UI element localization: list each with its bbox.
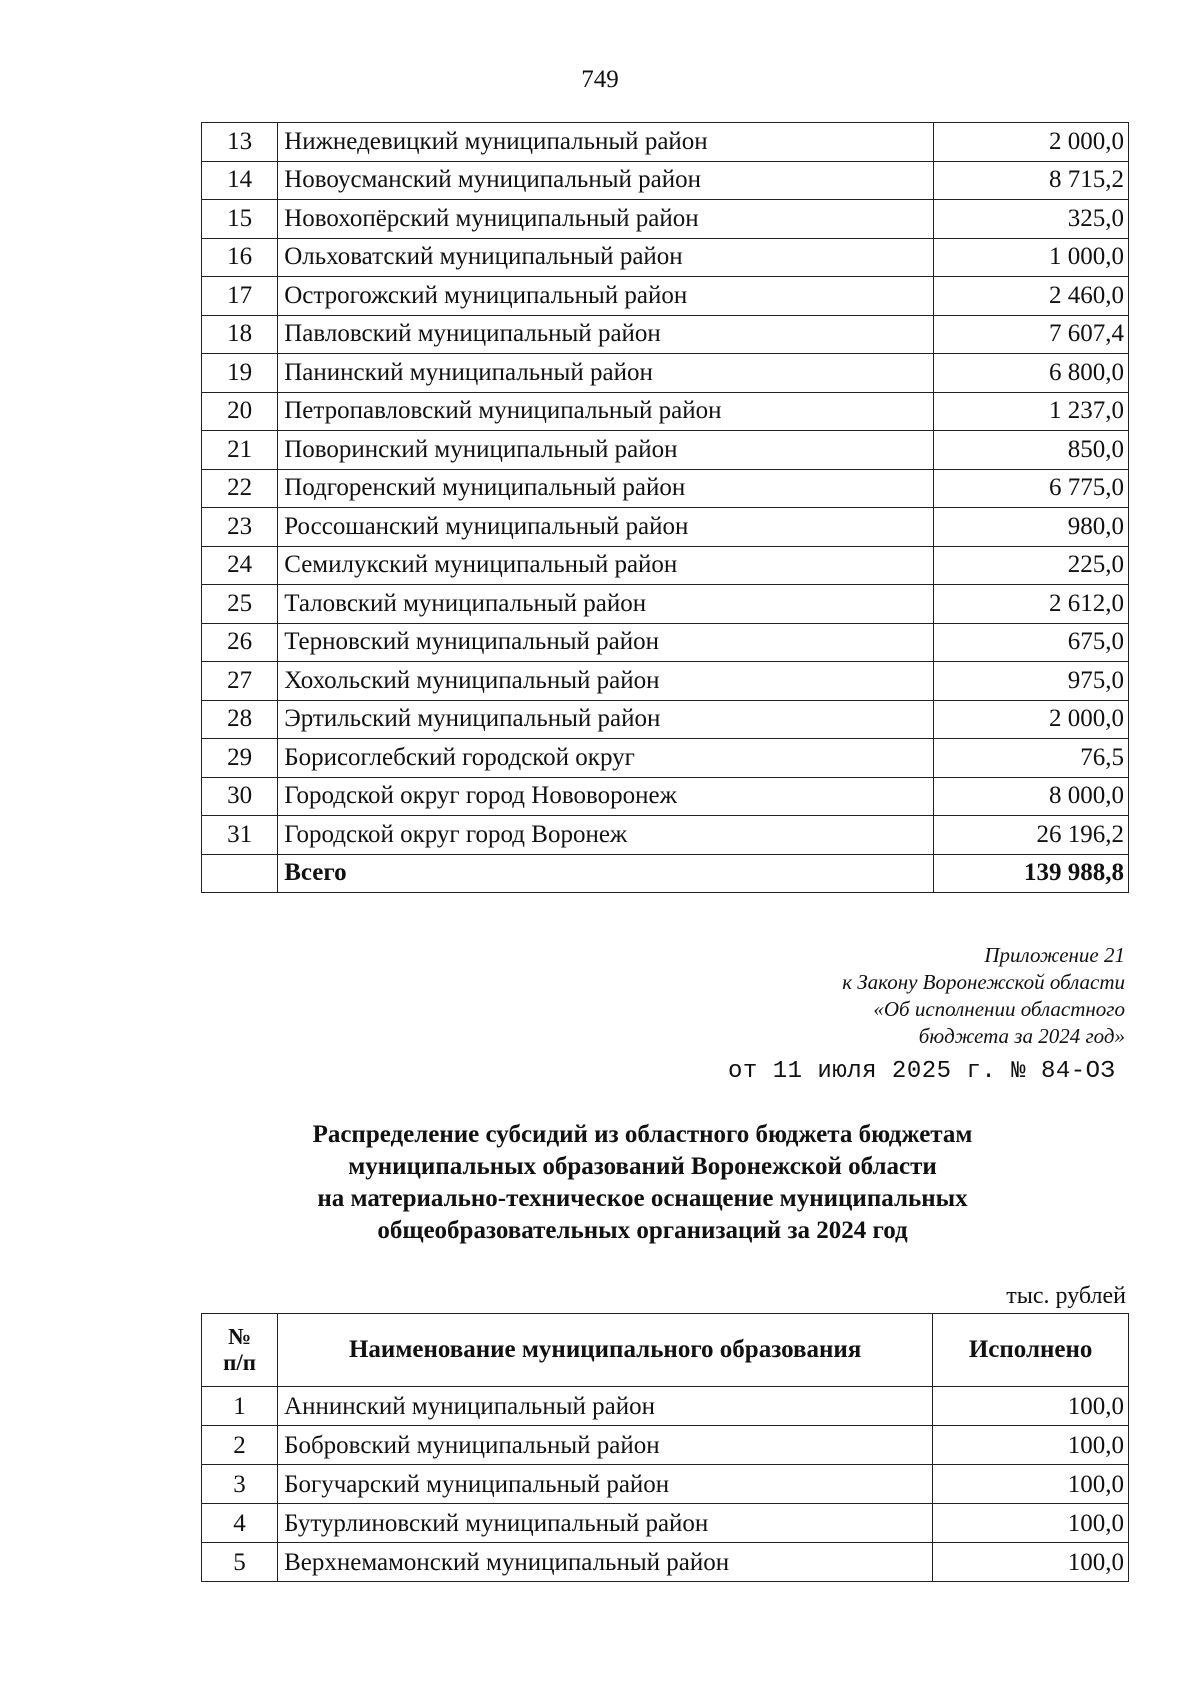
table-row	[202, 315, 1129, 354]
amount-value: 76,5	[934, 739, 1129, 778]
municipality-name: Верхнемамонский муниципальный район	[278, 1543, 933, 1582]
municipality-name: Богучарский муниципальный район	[278, 1465, 933, 1504]
municipality-name: Семилукский муниципальный район	[278, 546, 934, 585]
municipality-name: Городской округ город Нововоронеж	[278, 777, 934, 816]
row-number: 16	[202, 238, 278, 277]
appendix-line: «Об исполнении областного	[873, 997, 1125, 1021]
table-row	[202, 469, 1129, 508]
amount-value: 675,0	[934, 623, 1129, 662]
amount-value: 2 460,0	[934, 277, 1129, 316]
table-row	[202, 1543, 1129, 1582]
table-row	[202, 623, 1129, 662]
row-number: 5	[202, 1543, 278, 1582]
row-number: 3	[202, 1465, 278, 1504]
header-num-symbol: №	[227, 1324, 252, 1349]
document-title	[240, 1119, 1045, 1247]
appendix-date: от 11 июля 2025 г. № 84-ОЗ	[728, 1058, 1116, 1085]
row-number: 27	[202, 662, 278, 701]
table-row	[202, 1465, 1129, 1504]
municipality-name: Павловский муниципальный район	[278, 315, 934, 354]
row-number: 14	[202, 161, 278, 200]
municipality-name: Нижнедевицкий муниципальный район	[278, 123, 934, 162]
amount-value: 850,0	[934, 431, 1129, 470]
appendix-line: к Закону Воронежской области	[842, 970, 1125, 994]
row-number: 15	[202, 200, 278, 239]
amount-value: 2 000,0	[934, 123, 1129, 162]
table1-body	[202, 123, 1129, 893]
row-number: 18	[202, 315, 278, 354]
amount-value: 26 196,2	[934, 816, 1129, 855]
municipality-name: Бутурлиновский муниципальный район	[278, 1504, 933, 1543]
row-number: 29	[202, 739, 278, 778]
municipality-name: Новохопёрский муниципальный район	[278, 200, 934, 239]
total-row	[202, 854, 1129, 893]
table-row	[202, 1387, 1129, 1426]
amount-value: 1 237,0	[934, 392, 1129, 431]
table-row	[202, 739, 1129, 778]
municipality-name: Поворинский муниципальный район	[278, 431, 934, 470]
amount-value: 2 000,0	[934, 700, 1129, 739]
header-value-cell: Исполнено	[933, 1314, 1129, 1387]
municipality-name: Острогожский муниципальный район	[278, 277, 934, 316]
total-value: 139 988,8	[934, 854, 1129, 893]
page-number: 749	[581, 66, 619, 93]
amount-value: 325,0	[934, 200, 1129, 239]
amount-value: 100,0	[933, 1543, 1129, 1582]
municipality-name: Новоусманский муниципальный район	[278, 161, 934, 200]
row-number: 2	[202, 1426, 278, 1465]
table-row	[202, 700, 1129, 739]
municipality-name: Борисоглебский городской округ	[278, 739, 934, 778]
appendix-line: Приложение 21	[984, 943, 1125, 967]
amount-value: 100,0	[933, 1504, 1129, 1543]
table-row	[202, 1426, 1129, 1465]
header-num-abbrev: п/п	[223, 1350, 256, 1375]
municipality-name: Таловский муниципальный район	[278, 585, 934, 624]
table-row	[202, 1504, 1129, 1543]
municipality-name: Россошанский муниципальный район	[278, 508, 934, 547]
table-row	[202, 816, 1129, 855]
appendix-line: бюджета за 2024 год»	[918, 1024, 1125, 1048]
row-number: 17	[202, 277, 278, 316]
table-header-row	[202, 1314, 1129, 1387]
table-row	[202, 546, 1129, 585]
row-number: 26	[202, 623, 278, 662]
subsidy-table-continued	[201, 122, 1129, 893]
amount-value: 100,0	[933, 1426, 1129, 1465]
title-line: общеобразовательных организаций за 2024 год	[377, 1217, 908, 1244]
municipality-name: Хохольский муниципальный район	[278, 662, 934, 701]
title-line: Распределение субсидий из областного бюджета бюджетам	[312, 1121, 973, 1148]
row-number: 19	[202, 354, 278, 393]
header-name-cell: Наименование муниципального образования	[278, 1314, 933, 1387]
amount-value: 100,0	[933, 1387, 1129, 1426]
table-row	[202, 777, 1129, 816]
table-row	[202, 161, 1129, 200]
amount-value: 2 612,0	[934, 585, 1129, 624]
amount-value: 7 607,4	[934, 315, 1129, 354]
table-row	[202, 123, 1129, 162]
amount-value: 6 775,0	[934, 469, 1129, 508]
table-row	[202, 354, 1129, 393]
row-number: 4	[202, 1504, 278, 1543]
row-number: 1	[202, 1387, 278, 1426]
table-row	[202, 238, 1129, 277]
municipality-name: Подгоренский муниципальный район	[278, 469, 934, 508]
municipality-name: Терновский муниципальный район	[278, 623, 934, 662]
row-number: 30	[202, 777, 278, 816]
municipality-name: Петропавловский муниципальный район	[278, 392, 934, 431]
title-line: муниципальных образований Воронежской области	[348, 1153, 937, 1180]
title-line: на материально-техническое оснащение муниципальных	[317, 1185, 968, 1212]
row-number: 23	[202, 508, 278, 547]
table-row	[202, 508, 1129, 547]
total-label: Всего	[278, 854, 934, 893]
municipality-name: Аннинский муниципальный район	[278, 1387, 933, 1426]
municipality-name: Панинский муниципальный район	[278, 354, 934, 393]
table2-body	[202, 1314, 1129, 1582]
municipality-name: Ольховатский муниципальный район	[278, 238, 934, 277]
row-number: 31	[202, 816, 278, 855]
amount-value: 980,0	[934, 508, 1129, 547]
municipality-name: Эртильский муниципальный район	[278, 700, 934, 739]
table-row	[202, 200, 1129, 239]
row-number: 21	[202, 431, 278, 470]
subsidy-table	[201, 1313, 1129, 1582]
table-row	[202, 662, 1129, 701]
table-row	[202, 585, 1129, 624]
amount-value: 8 000,0	[934, 777, 1129, 816]
row-number: 25	[202, 585, 278, 624]
amount-value: 100,0	[933, 1465, 1129, 1504]
amount-value: 6 800,0	[934, 354, 1129, 393]
row-number: 24	[202, 546, 278, 585]
unit-label: тыс. рублей	[1006, 1283, 1126, 1309]
amount-value: 1 000,0	[934, 238, 1129, 277]
municipality-name: Бобровский муниципальный район	[278, 1426, 933, 1465]
row-number: 22	[202, 469, 278, 508]
amount-value: 8 715,2	[934, 161, 1129, 200]
table-row	[202, 431, 1129, 470]
row-number: 13	[202, 123, 278, 162]
total-num-cell	[202, 854, 278, 893]
municipality-name: Городской округ город Воронеж	[278, 816, 934, 855]
header-num-cell	[202, 1314, 278, 1387]
row-number: 20	[202, 392, 278, 431]
appendix-block	[842, 942, 1125, 1050]
row-number: 28	[202, 700, 278, 739]
amount-value: 225,0	[934, 546, 1129, 585]
table-row	[202, 392, 1129, 431]
amount-value: 975,0	[934, 662, 1129, 701]
table-row	[202, 277, 1129, 316]
